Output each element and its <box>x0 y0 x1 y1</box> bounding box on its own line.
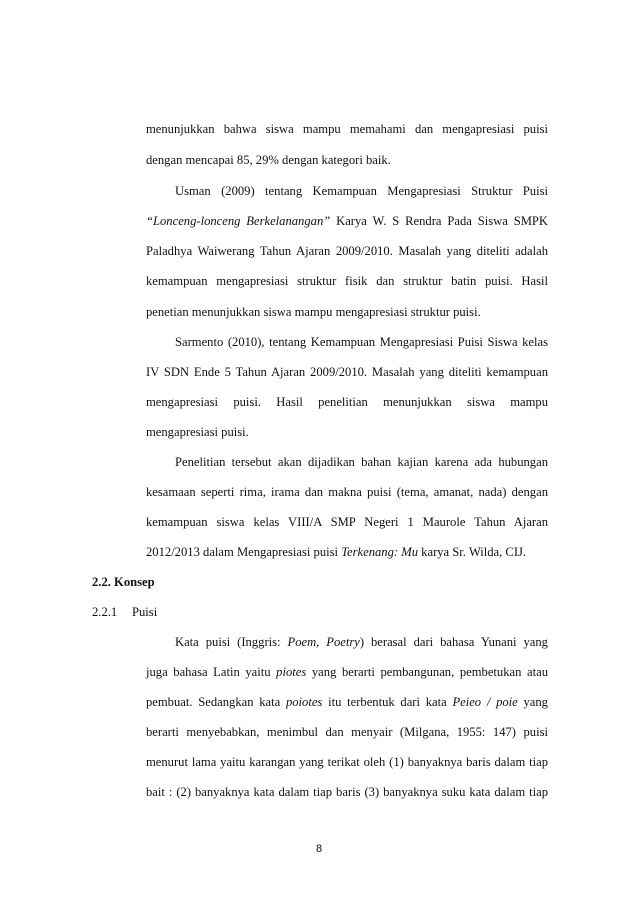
subsection-heading <box>92 604 157 620</box>
body-line: Paladhya Waiwerang Tahun Ajaran 2009/2010. Masalah yang diteliti adalah <box>146 244 548 258</box>
paragraph-first-line: Kata puisi (Inggris: Poem, Poetry) berasal dari bahasa Yunani yang <box>175 635 548 649</box>
poem-title: “Lonceng-lonceng Berkelanangan” <box>146 214 331 228</box>
body-line: berarti menyebabkan, menimbul dan menyair (Milgana, 1955: 147) puisi <box>146 725 548 739</box>
body-line: IV SDN Ende 5 Tahun Ajaran 2009/2010. Masalah yang diteliti kemampuan <box>146 365 548 379</box>
body-line: bait : (2) banyaknya kata dalam tiap baris (3) banyaknya suku kata dalam tiap <box>146 785 548 799</box>
body-line: 2012/2013 dalam Mengapresiasi puisi Terkenang: Mu karya Sr. Wilda, CIJ. <box>146 545 527 559</box>
section-heading: 2.2. Konsep <box>92 575 155 589</box>
body-line: “Lonceng-lonceng Berkelanangan” Karya W. S Rendra Pada Siswa SMPK <box>146 214 548 228</box>
body-line: kesamaan seperti rima, irama dan makna puisi (tema, amanat, nada) dengan <box>146 485 548 499</box>
paragraph-first-line: Sarmento (2010), tentang Kemampuan Mengapresiasi Puisi Siswa kelas <box>175 335 548 349</box>
body-line: pembuat. Sedangkan kata poiotes itu terbentuk dari kata Peieo / poie yang <box>146 695 548 709</box>
body-line: menunjukkan bahwa siswa mampu memahami dan mengapresiasi puisi <box>146 122 548 136</box>
body-line: juga bahasa Latin yaitu piotes yang berarti pembangunan, pembetukan atau <box>146 665 548 679</box>
body-line: kemampuan siswa kelas VIII/A SMP Negeri 1 Maurole Tahun Ajaran <box>146 515 548 529</box>
subsection-title: Puisi <box>132 605 158 619</box>
page-number: 8 <box>315 843 323 855</box>
body-line: dengan mencapai 85, 29% dengan kategori baik. <box>146 153 391 167</box>
poem-title: Terkenang: Mu <box>341 545 419 559</box>
paragraph-first-line: Usman (2009) tentang Kemampuan Mengapresiasi Struktur Puisi <box>175 184 548 198</box>
paragraph-first-line: Penelitian tersebut akan dijadikan bahan kajian karena ada hubungan <box>175 455 548 469</box>
subsection-number: 2.2.1 <box>92 605 118 619</box>
body-line: mengapresiasi puisi. Hasil penelitian menunjukkan siswa mampu <box>146 395 548 409</box>
body-line: penetian menunjukkan siswa mampu mengapresiasi struktur puisi. <box>146 305 481 319</box>
body-line: mengapresiasi puisi. <box>146 425 249 439</box>
body-line: kemampuan mengapresiasi struktur fisik dan struktur batin puisi. Hasil <box>146 274 548 288</box>
body-line: menurut lama yaitu karangan yang terikat oleh (1) banyaknya baris dalam tiap <box>146 755 548 769</box>
